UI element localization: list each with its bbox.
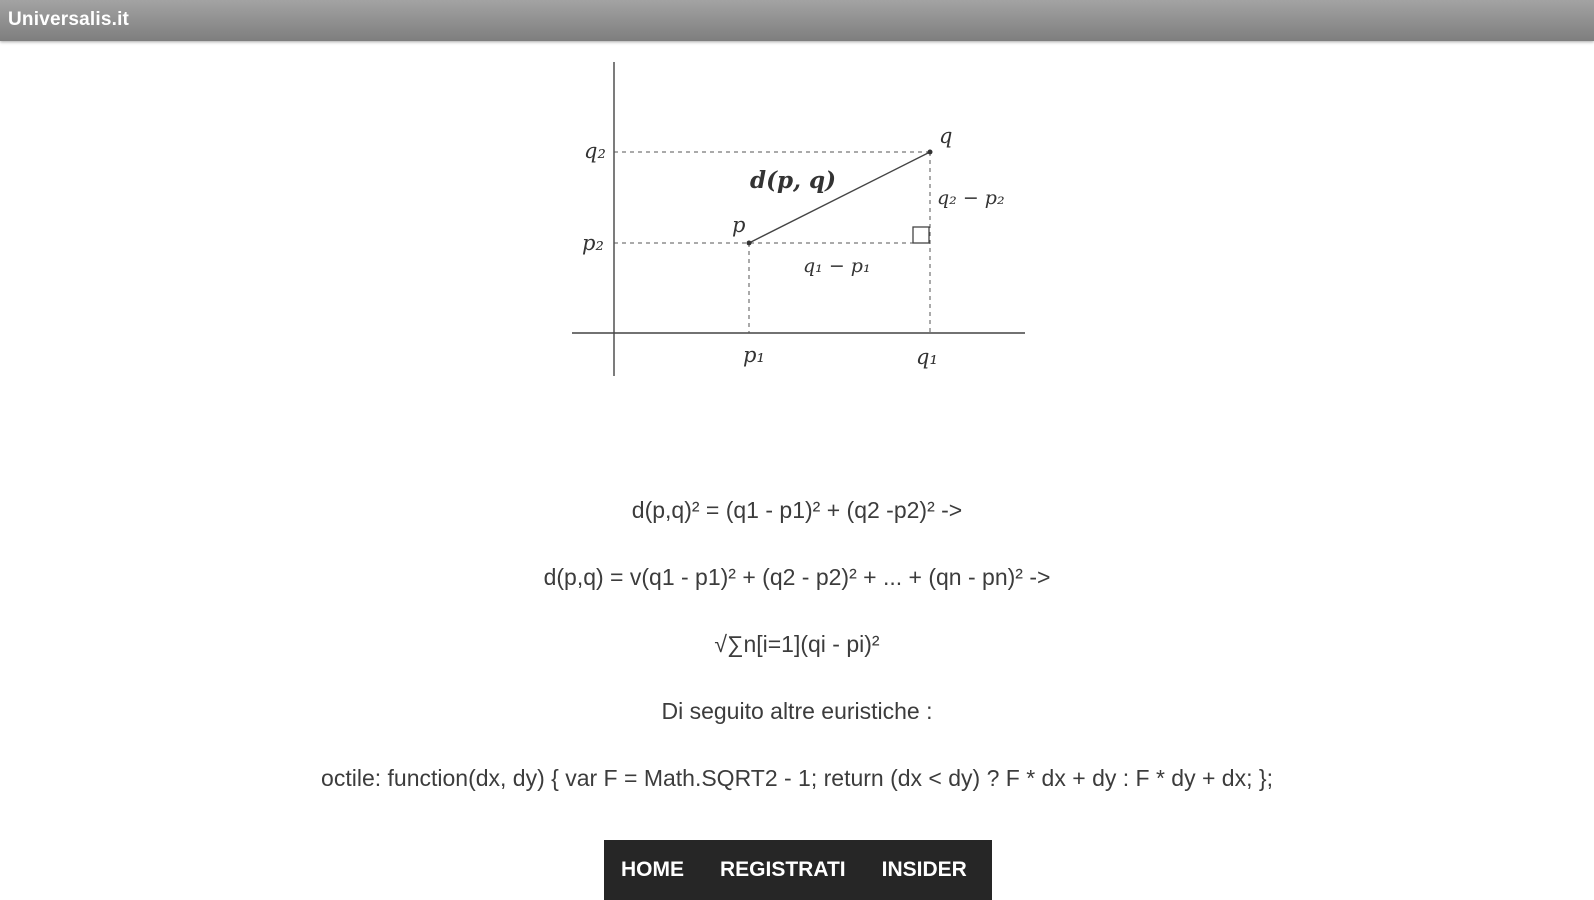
nav-insider[interactable]: INSIDER xyxy=(881,858,967,881)
label-horizontal-diff: q₁ − p₁ xyxy=(803,255,871,277)
distance-diagram xyxy=(560,55,1030,385)
label-p2-axis: p₂ xyxy=(582,231,604,255)
top-bar xyxy=(0,0,1594,41)
formula-distance: d(p,q) = v(q1 - p1)² + (q2 - p2)² + ... + (qn - pn)² -> xyxy=(543,564,1051,590)
formula-sum-notation: √∑n[i=1](qi - pi)² xyxy=(714,631,880,657)
distance-segment xyxy=(749,152,930,243)
label-point-q: q xyxy=(939,124,953,148)
heuristics-intro: Di seguito altre euristiche : xyxy=(661,698,933,724)
octile-code: octile: function(dx, dy) { var F = Math.SQRT2 - 1; return (dx < dy) ? F * dx + dy : F * dy + dx; }; xyxy=(321,765,1273,791)
nav-registrati[interactable]: REGISTRATI xyxy=(720,858,846,881)
label-q1-axis: q₁ xyxy=(916,345,938,369)
label-distance: d(p, q) xyxy=(750,167,837,194)
formula-squared-distance: d(p,q)² = (q1 - p1)² + (q2 -p2)² -> xyxy=(631,497,963,523)
label-point-p: p xyxy=(732,213,746,237)
point-q xyxy=(928,150,933,155)
label-q2-axis: q₂ xyxy=(584,139,606,163)
label-p1-axis: p₁ xyxy=(743,343,765,367)
label-vertical-diff: q₂ − p₂ xyxy=(937,187,1005,209)
nav-home[interactable]: HOME xyxy=(621,858,684,881)
site-title[interactable]: Universalis.it xyxy=(8,9,130,30)
right-angle-marker xyxy=(913,227,929,243)
point-p xyxy=(747,241,752,246)
bottom-nav xyxy=(604,840,992,900)
